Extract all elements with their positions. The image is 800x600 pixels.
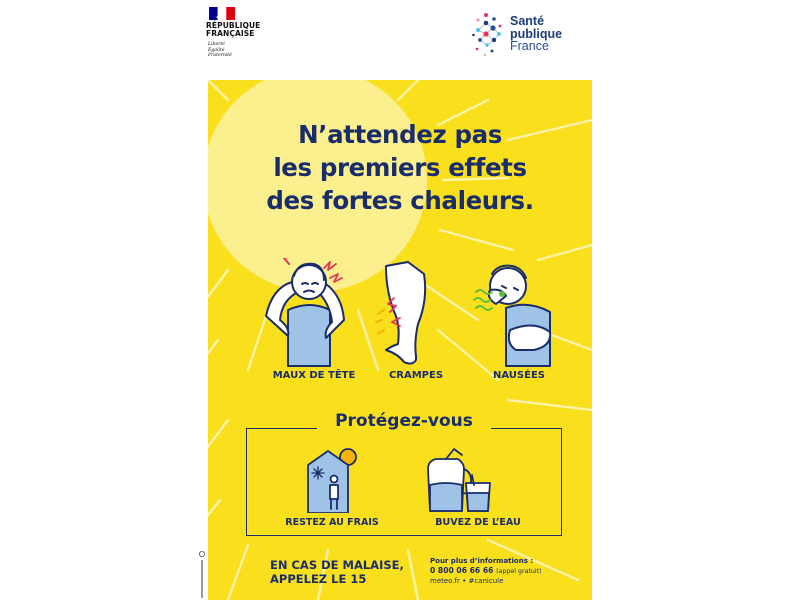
republique-line2: FRANÇAISE	[206, 29, 255, 38]
emergency-line2: APPELEZ LE 15	[270, 572, 367, 586]
emergency-line1: EN CAS DE MALAISE,	[270, 558, 404, 572]
symptoms-illustration	[258, 258, 558, 370]
info-phone[interactable]: 0 800 06 66 66	[430, 566, 494, 576]
info-links[interactable]: meteo.fr • #canicule	[430, 576, 504, 585]
spf-line2: publique	[510, 26, 563, 41]
headline	[232, 118, 568, 217]
nausea-icon	[489, 266, 550, 366]
info-phone-note: (appel gratuit)	[496, 568, 542, 576]
info-block	[430, 557, 542, 586]
sante-publique-france-logo	[472, 10, 582, 66]
info-intro: Pour plus d’informations :	[430, 557, 534, 565]
info-phone-line	[430, 566, 542, 576]
cramp-leg-icon	[386, 262, 425, 364]
symptom-label-cramps: CRAMPES	[388, 370, 444, 381]
republique-name	[206, 22, 260, 38]
symptom-label-nausea: NAUSÉES	[493, 370, 545, 381]
protect-label-water: BUVEZ DE L’EAU	[435, 517, 521, 528]
protect-illustration	[296, 445, 516, 513]
heatwave-poster	[208, 80, 592, 600]
marianne-flag-icon	[209, 7, 235, 20]
headline-line3: des fortes chaleurs.	[266, 186, 534, 215]
headline-line1: N’attendez pas	[298, 120, 502, 149]
headache-icon	[266, 258, 344, 366]
emergency-call	[270, 558, 404, 586]
republique-motto	[208, 42, 232, 59]
protect-title: Protégez-vous	[317, 410, 491, 432]
spf-line1: Santé	[510, 14, 545, 28]
motto-liberte: Liberté	[208, 42, 225, 47]
republique-francaise-logo	[206, 7, 266, 65]
motto-egalite: Égalité	[208, 47, 225, 53]
symptom-label-headache: MAUX DE TÊTE	[272, 370, 356, 381]
print-marks	[198, 548, 206, 600]
sante-publique-text	[510, 15, 562, 53]
spf-line3: France	[510, 39, 549, 53]
protect-label-cool: RESTEZ AU FRAIS	[285, 517, 379, 528]
molecule-dots-icon	[472, 10, 502, 60]
cool-house-icon	[308, 449, 356, 513]
headline-line2: les premiers effets	[273, 153, 527, 182]
republique-line1: RÉPUBLIQUE	[206, 21, 261, 30]
water-jug-icon	[428, 449, 490, 511]
motto-fraternite: Fraternité	[208, 53, 232, 59]
